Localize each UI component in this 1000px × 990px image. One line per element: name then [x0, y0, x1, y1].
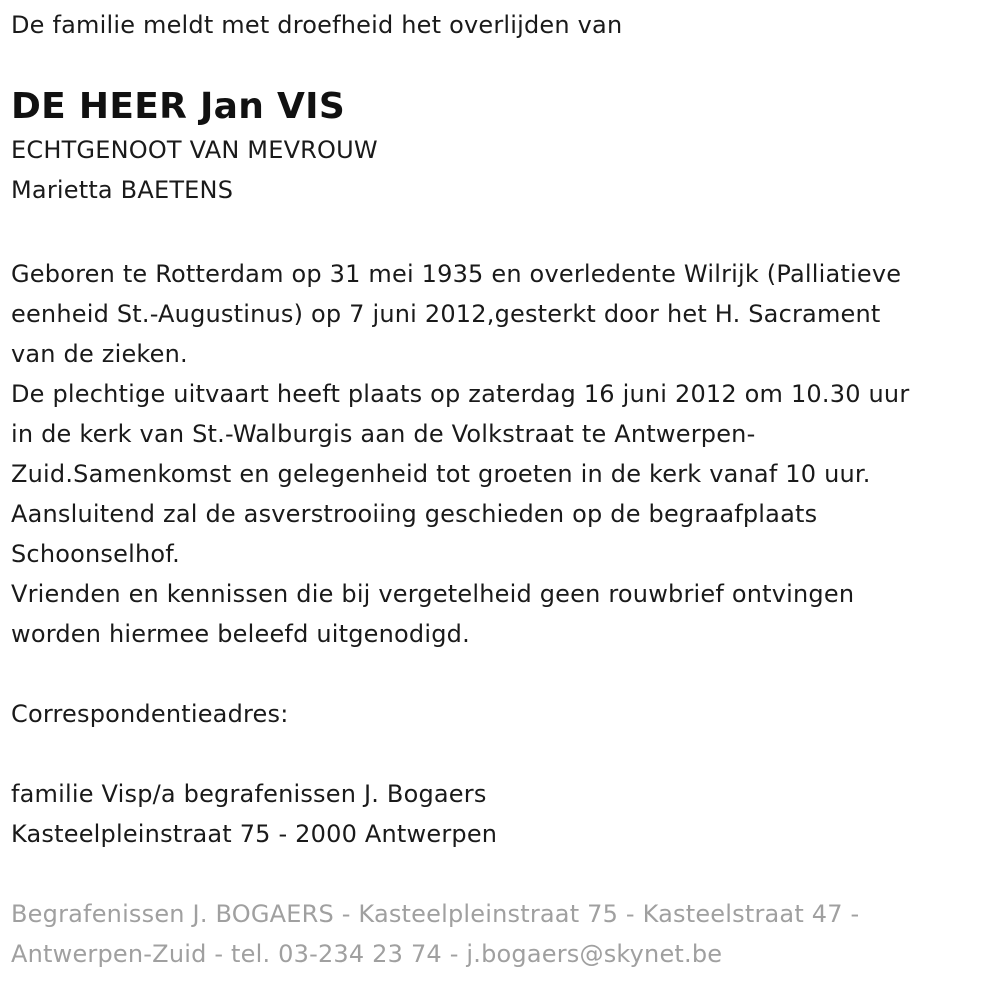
body-line: De plechtige uitvaart heeft plaats op zaterdag 16 juni 2012 om 10.30 uur	[11, 380, 910, 408]
intro-text: De familie meldt met droefheid het overlijden van	[11, 11, 623, 39]
funeral-home-footer	[11, 894, 859, 974]
body-line: eenheid St.-Augustinus) op 7 juni 2012,gesterkt door het H. Sacrament	[11, 300, 881, 328]
body-line: Vrienden en kennissen die bij vergetelheid geen rouwbrief ontvingen	[11, 580, 855, 608]
deceased-block	[11, 84, 378, 210]
body-line: Schoonselhof.	[11, 540, 180, 568]
spouse-name: Marietta BAETENS	[11, 176, 234, 204]
body-line: Geboren te Rotterdam op 31 mei 1935 en overledente Wilrijk (Palliatieve	[11, 260, 902, 288]
correspondence-label: Correspondentieadres:	[11, 700, 289, 728]
intro-block	[11, 5, 622, 45]
body-line: van de zieken.	[11, 340, 188, 368]
address-line: Kasteelpleinstraat 75 - 2000 Antwerpen	[11, 820, 498, 848]
address-block	[11, 774, 497, 854]
correspondence-block	[11, 694, 289, 734]
body-line: Aansluitend zal de asverstrooiing geschieden op de begraafplaats	[11, 500, 818, 528]
footer-line: Begrafenissen J. BOGAERS - Kasteelpleinstraat 75 - Kasteelstraat 47 -	[11, 900, 860, 928]
address-line: familie Visp/a begrafenissen J. Bogaers	[11, 780, 487, 808]
footer-line: Antwerpen-Zuid - tel. 03-234 23 74 - j.bogaers@skynet.be	[11, 940, 723, 968]
deceased-name: DE HEER Jan VIS	[11, 86, 346, 127]
notice-body	[11, 254, 909, 654]
relation-text: ECHTGENOOT VAN MEVROUW	[11, 136, 378, 164]
body-line: in de kerk van St.-Walburgis aan de Volkstraat te Antwerpen-	[11, 420, 756, 448]
body-line: Zuid.Samenkomst en gelegenheid tot groeten in de kerk vanaf 10 uur.	[11, 460, 871, 488]
body-line: worden hiermee beleefd uitgenodigd.	[11, 620, 470, 648]
